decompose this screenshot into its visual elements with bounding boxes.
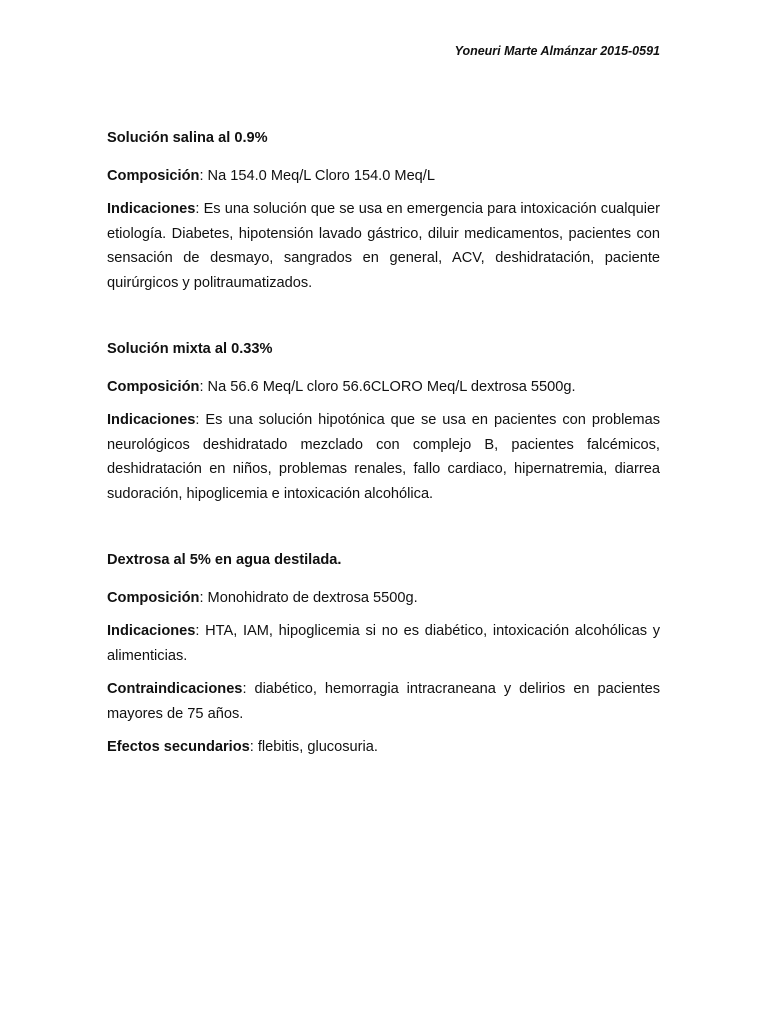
section-title: Solución salina al 0.9% xyxy=(107,130,268,146)
indicaciones-paragraph xyxy=(107,408,660,506)
contraindicaciones-text: : diabético, hemorragia intracraneana y delirios en pacientes mayores de 75 años. xyxy=(107,681,660,722)
author-header: Yoneuri Marte Almánzar 2015-0591 xyxy=(454,44,660,58)
indicaciones-label: Indicaciones xyxy=(107,412,196,428)
section-title: Dextrosa al 5% en agua destilada. xyxy=(107,552,342,568)
efectos-secundarios-paragraph xyxy=(107,735,660,760)
indicaciones-text: : Es una solución hipotónica que se usa en pacientes con problemas neurológicos deshidratado mezclado con complejo B, pacientes falcémicos, deshidratación en niños, problemas renales, fallo cardiaco, hipernatremia, diarrea sudoración, hipoglicemia e intoxicación alcohólica. xyxy=(107,412,660,502)
contraindicaciones-label: Contraindicaciones xyxy=(107,681,243,697)
document-body xyxy=(107,126,660,769)
composicion-paragraph xyxy=(107,164,660,189)
section-spacer xyxy=(107,304,660,337)
efectos-secundarios-text: : flebitis, glucosuria. xyxy=(249,739,378,755)
section-dextrosa xyxy=(107,548,660,760)
composicion-paragraph xyxy=(107,375,660,400)
contraindicaciones-paragraph xyxy=(107,677,660,726)
composicion-text: : Na 154.0 Meq/L Cloro 154.0 Meq/L xyxy=(199,167,435,184)
indicaciones-paragraph xyxy=(107,197,660,295)
indicaciones-label: Indicaciones xyxy=(107,201,196,217)
indicaciones-text: : Es una solución que se usa en emergencia para intoxicación cualquier etiología. Diabetes, hipotensión lavado gástrico, diluir medicamentos, pacientes con sensación de desmayo, sangrados en general, ACV, deshidratación, paciente quirúrgicos y politraumatizados. xyxy=(107,201,660,291)
indicaciones-paragraph xyxy=(107,619,660,668)
composicion-label: Composición xyxy=(107,589,200,606)
section-solucion-salina xyxy=(107,126,660,295)
section-title: Solución mixta al 0.33% xyxy=(107,341,273,357)
composicion-text: : Monohidrato de dextrosa 5500g. xyxy=(199,589,418,606)
section-solucion-mixta xyxy=(107,337,660,506)
indicaciones-label: Indicaciones xyxy=(107,623,196,639)
composicion-label: Composición xyxy=(107,378,200,395)
composicion-paragraph xyxy=(107,586,660,611)
composicion-text: : Na 56.6 Meq/L cloro 56.6CLORO Meq/L dextrosa 5500g. xyxy=(199,378,576,395)
efectos-secundarios-label: Efectos secundarios xyxy=(107,739,250,755)
section-spacer xyxy=(107,515,660,548)
composicion-label: Composición xyxy=(107,167,200,184)
indicaciones-text: : HTA, IAM, hipoglicemia si no es diabético, intoxicación alcohólicas y alimenticias. xyxy=(107,623,660,664)
